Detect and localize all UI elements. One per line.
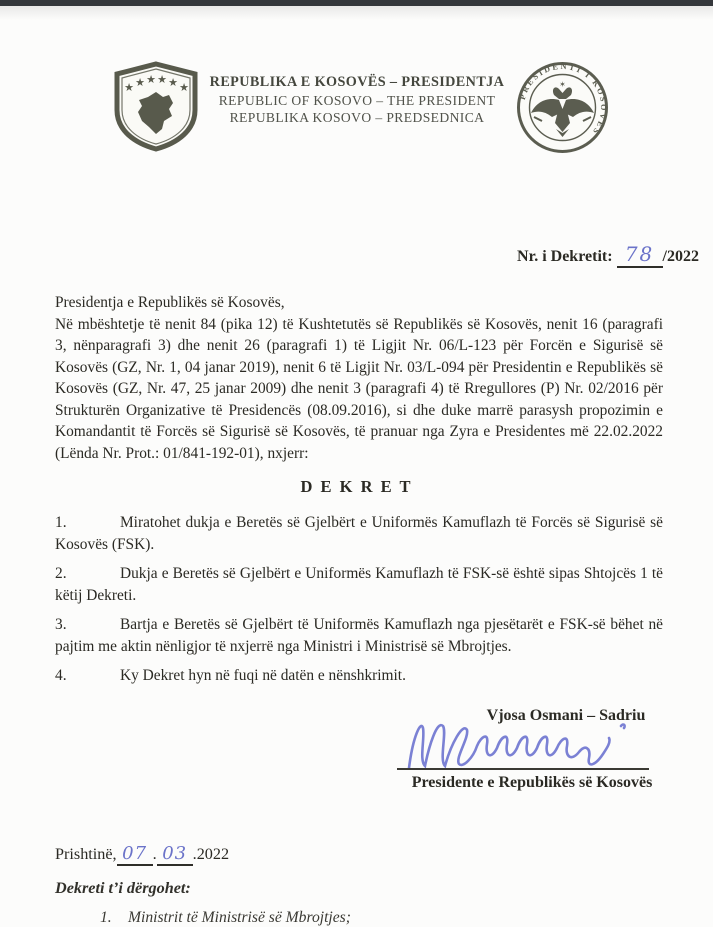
date-month-blank: [157, 843, 193, 866]
kosovo-shield-icon: [112, 60, 200, 152]
decree-number-label: Nr. i Dekretit:: [517, 248, 613, 265]
distribution-item-1-text: Ministrit të Ministrisë së Mbrojtjes;: [128, 908, 351, 926]
handwritten-signature-icon: [399, 718, 649, 773]
date-day-blank: [117, 843, 153, 866]
letterhead-line-english: REPUBLIC OF KOSOVO – THE PRESIDENT: [218, 92, 496, 108]
article-4-number: 4.: [55, 667, 67, 684]
signer-name: Vjosa Osmani – Sadriu: [486, 706, 646, 724]
distribution-section: [55, 879, 713, 927]
article-1-text: Miratohet dukja e Beretës së Gjelbërt e Uniformës Kamuflazh të Forcës së Sigurisë së Kosovës (FSK).: [55, 514, 663, 553]
seal-star-icon: ✶: [559, 80, 566, 89]
preamble-intro: Presidentja e Republikës së Kosovës,: [55, 294, 285, 311]
letterhead-titles: [204, 74, 510, 127]
article-1: [55, 512, 663, 555]
distribution-item-1: [55, 909, 713, 927]
article-3: [55, 614, 663, 657]
article-4-text: Ky Dekret hyn në fuqi në datën e nënshkrimit.: [120, 667, 406, 684]
decree-number-blank: [617, 242, 663, 268]
article-2: [55, 563, 663, 606]
handwritten-month: 03: [162, 842, 188, 864]
date-separator: .: [152, 844, 157, 863]
handwritten-decree-number: 78: [624, 242, 655, 266]
letterhead-line-albanian: REPUBLIKA E KOSOVËS – PRESIDENTJA: [209, 74, 505, 90]
letterhead: [0, 0, 713, 156]
svg-text:★: ★: [157, 74, 167, 86]
decree-title: D E K R E T: [300, 477, 413, 496]
svg-text:★: ★: [179, 82, 189, 94]
distribution-item-1-number: 1.: [100, 908, 112, 926]
date-city: Prishtinë,: [55, 844, 117, 863]
handwritten-day: 07: [122, 842, 148, 864]
preamble: [55, 292, 663, 464]
signature-line: [397, 768, 649, 770]
articles: [55, 512, 663, 687]
date-year: .2022: [192, 844, 230, 863]
preamble-body: Në mbështetje të nenit 84 (pika 12) të Kushtetutës së Republikës së Kosovës, nenit 16 (paragrafi 3, nënparagrafi 3) dhe nenit 26 (paragrafi 1) të Ligjit Nr. 06/L-123 për Forcën e Sigurisë së Kosovës (GZ, Nr. 1, 04 janar 2019), nenit 6 të Ligjit Nr. 03/L-094 për Presidentin e Republikës së Kosovës (GZ, Nr. 47, 25 janar 2009) dhe nenit 3 (paragrafi 4) të Rregullores (P) Nr. 02/2016 për Strukturën Organizative të Presidencës (08.09.2016), si dhe duke marrë parasysh propozimin e Komandantit të Forcës së Sigurisë së Kosovës, të pranuar nga Zyra e Presidentes më 22.02.2022 (Lënda Nr. Prot.: 01/841-192-01), nxjerr:: [55, 315, 663, 462]
svg-text:★: ★: [168, 77, 178, 89]
seal-ring-text: PRESIDENTI I KOSOVËS: [517, 61, 609, 138]
decree-number-suffix: /2022: [662, 248, 699, 265]
distribution-heading: Dekreti t’i dërgohet:: [55, 878, 191, 897]
letterhead-line-serbian: REPUBLIKA KOSOVO – PREDSEDNICA: [229, 110, 485, 125]
article-2-number: 2.: [55, 565, 67, 582]
svg-text:★: ★: [135, 77, 145, 89]
article-1-number: 1.: [55, 514, 67, 531]
presidential-seal-icon: [514, 59, 611, 156]
svg-text:★: ★: [124, 82, 134, 94]
article-3-number: 3.: [55, 616, 67, 633]
date-line: [55, 843, 713, 866]
article-3-text: Bartja e Beretës së Gjelbërt të Uniformës Kamuflazh nga pjesëtarët e FSK-së bëhet në pajtim me aktin nënligjor të nxjerrë nga Ministri i Ministrisë së Mbrojtjes.: [55, 616, 663, 655]
decree-number-line: [0, 242, 713, 268]
article-2-text: Dukja e Beretës së Gjelbërt e Uniformës Kamuflazh të FSK-së është sipas Shtojcës 1 të këtij Dekreti.: [55, 565, 663, 604]
signer-title: Presidente e Republikës së Kosovës: [411, 773, 653, 791]
signature-block: [397, 707, 667, 797]
svg-text:★: ★: [146, 74, 156, 86]
scan-shading: [0, 6, 713, 20]
article-4: [55, 665, 663, 687]
